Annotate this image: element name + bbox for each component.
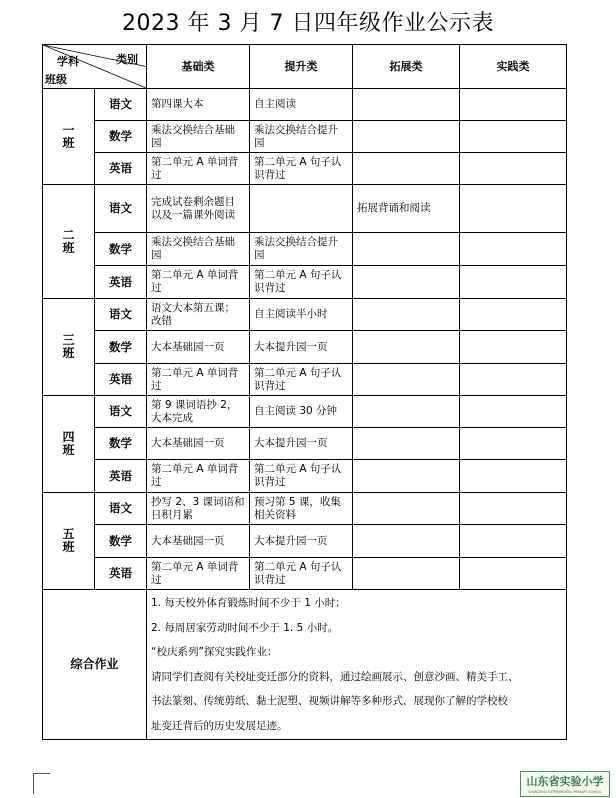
practice-cell — [460, 428, 567, 460]
logo-text: 山东省实验小学 — [526, 775, 604, 788]
improve-cell: 第二单元 A 句子认识背过 — [250, 364, 353, 396]
table-row — [43, 89, 567, 121]
table-row — [43, 364, 567, 396]
table-row — [43, 121, 567, 153]
practice-cell — [460, 558, 567, 590]
improve-cell: 第二单元 A 句子认识背过 — [250, 266, 353, 299]
practice-cell — [460, 121, 567, 153]
subject-cell: 数学 — [95, 233, 147, 266]
class-name: 二 班 — [62, 227, 75, 255]
note-line: “校庆系列”探究实践作业： — [151, 646, 278, 658]
class-label-1 — [43, 89, 95, 185]
class-name: 三 班 — [62, 333, 75, 360]
subject-cell: 数学 — [95, 121, 147, 153]
class-name: 五 班 — [62, 527, 75, 554]
subject-cell: 英语 — [95, 460, 147, 493]
improve-cell: 乘法交换结合提升园 — [250, 121, 353, 153]
table-row — [43, 331, 567, 364]
subject-cell: 语文 — [95, 299, 147, 331]
class-name: 四 班 — [62, 430, 75, 457]
practice-cell — [460, 331, 567, 364]
extend-cell — [353, 266, 460, 299]
diag-subject-label: 学科 — [57, 55, 79, 68]
logo-subtext: SHANDONG EXPERIMENTAL PRIMARY SCHOOL — [528, 790, 602, 794]
practice-cell — [460, 525, 567, 558]
basic-cell: 乘法交换结合基础园 — [147, 233, 250, 266]
extend-cell — [353, 364, 460, 396]
subject-cell: 英语 — [95, 153, 147, 185]
class-label-3 — [43, 299, 95, 396]
table-row — [43, 460, 567, 493]
basic-cell: 乘法交换结合基础园 — [147, 121, 250, 153]
overall-row — [43, 590, 567, 740]
practice-cell — [460, 493, 567, 525]
practice-cell — [460, 266, 567, 299]
school-logo — [520, 771, 610, 797]
subject-cell: 数学 — [95, 428, 147, 460]
column-header-improve: 提升类 — [250, 45, 353, 89]
improve-cell: 自主阅读半小时 — [250, 299, 353, 331]
basic-cell: 第二单元 A 单词背过 — [147, 266, 250, 299]
table-row — [43, 396, 567, 428]
table-row — [43, 299, 567, 331]
subject-cell: 数学 — [95, 331, 147, 364]
overall-label: 综合作业 — [43, 590, 147, 740]
class-label-2 — [43, 185, 95, 299]
basic-cell: 大本基础园一页 — [147, 331, 250, 364]
extend-cell — [353, 493, 460, 525]
improve-cell: 大本提升园一页 — [250, 331, 353, 364]
basic-cell: 第二单元 A 单词背过 — [147, 460, 250, 493]
extend-cell — [353, 153, 460, 185]
practice-cell — [460, 364, 567, 396]
diagonal-header-cell — [43, 45, 147, 89]
subject-cell: 数学 — [95, 525, 147, 558]
subject-cell: 英语 — [95, 266, 147, 299]
class-name: 一 班 — [62, 122, 75, 150]
table-row — [43, 525, 567, 558]
header-row — [43, 45, 567, 89]
improve-cell: 乘法交换结合提升园 — [250, 233, 353, 266]
table-row — [43, 153, 567, 185]
improve-cell — [250, 185, 353, 233]
page-corner-mark — [33, 773, 50, 794]
extend-cell — [353, 89, 460, 121]
table-row — [43, 558, 567, 590]
practice-cell — [460, 460, 567, 493]
extend-cell — [353, 299, 460, 331]
diag-class-label: 班级 — [45, 73, 67, 86]
basic-cell: 抄写 2、3 课词语和日积月累 — [147, 493, 250, 525]
table-row — [43, 493, 567, 525]
basic-cell: 第二单元 A 单词背过 — [147, 558, 250, 590]
extend-cell — [353, 525, 460, 558]
class-label-4 — [43, 396, 95, 493]
subject-cell: 语文 — [95, 89, 147, 121]
practice-cell — [460, 185, 567, 233]
subject-cell: 英语 — [95, 558, 147, 590]
subject-cell: 英语 — [95, 364, 147, 396]
note-line: 2. 每周居家劳动时间不少于 1. 5 小时。 — [151, 621, 339, 634]
practice-cell — [460, 299, 567, 331]
column-header-basic: 基础类 — [147, 45, 250, 89]
improve-cell: 大本提升园一页 — [250, 428, 353, 460]
note-line: 1. 每天校外体育锻炼时间不少于 1 小时； — [151, 597, 346, 609]
extend-cell — [353, 460, 460, 493]
table-row — [43, 428, 567, 460]
page-title: 2023 年 3 月 7 日四年级作业公示表 — [122, 11, 494, 36]
extend-cell — [353, 331, 460, 364]
basic-cell: 大本基础园一页 — [147, 428, 250, 460]
extend-cell — [353, 121, 460, 153]
homework-table — [42, 44, 567, 740]
column-header-extend: 拓展类 — [353, 45, 460, 89]
class-label-5 — [43, 493, 95, 590]
note-line: 请同学们查阅有关校址变迁部分的资料，通过绘画展示、创意沙画、精美手工、 — [151, 670, 519, 683]
practice-cell — [460, 153, 567, 185]
subject-cell: 语文 — [95, 493, 147, 525]
improve-cell: 大本提升园一页 — [250, 525, 353, 558]
extend-cell — [353, 396, 460, 428]
basic-cell: 第四课大本 — [147, 89, 250, 121]
diag-category-label: 类别 — [116, 53, 138, 66]
extend-cell: 拓展背诵和阅读 — [353, 185, 460, 233]
basic-cell: 语文大本第五课；改错 — [147, 299, 250, 331]
extend-cell — [353, 558, 460, 590]
table-row — [43, 185, 567, 233]
subject-cell: 语文 — [95, 185, 147, 233]
column-header-practice: 实践类 — [460, 45, 567, 89]
improve-cell: 自主阅读 30 分钟 — [250, 396, 353, 428]
subject-cell: 语文 — [95, 396, 147, 428]
basic-cell: 第 9 课词语抄 2，大本完成 — [147, 396, 250, 428]
basic-cell: 大本基础园一页 — [147, 525, 250, 558]
practice-cell — [460, 89, 567, 121]
note-line: 书法篆刻、传统剪纸、黏土泥塑、视频讲解等多种形式，展现你了解的学校校 — [151, 695, 508, 707]
note-line: 址变迁背后的历史发展足迹。 — [151, 719, 288, 732]
improve-cell: 第二单元 A 句子认识背过 — [250, 460, 353, 493]
basic-cell: 第二单元 A 单词背过 — [147, 153, 250, 185]
improve-cell: 预习第 5 课，收集相关资料 — [250, 493, 353, 525]
basic-cell: 第二单元 A 单词背过 — [147, 364, 250, 396]
extend-cell — [353, 428, 460, 460]
practice-cell — [460, 396, 567, 428]
table-row — [43, 266, 567, 299]
improve-cell: 自主阅读 — [250, 89, 353, 121]
improve-cell: 第二单元 A 句子认识背过 — [250, 153, 353, 185]
extend-cell — [353, 233, 460, 266]
school-logo-graphic — [521, 772, 609, 796]
basic-cell: 完成试卷剩余题目以及一篇课外阅读 — [147, 185, 250, 233]
practice-cell — [460, 233, 567, 266]
table-row — [43, 233, 567, 266]
improve-cell: 第二单元 A 句子认识背过 — [250, 558, 353, 590]
overall-notes — [147, 590, 567, 740]
